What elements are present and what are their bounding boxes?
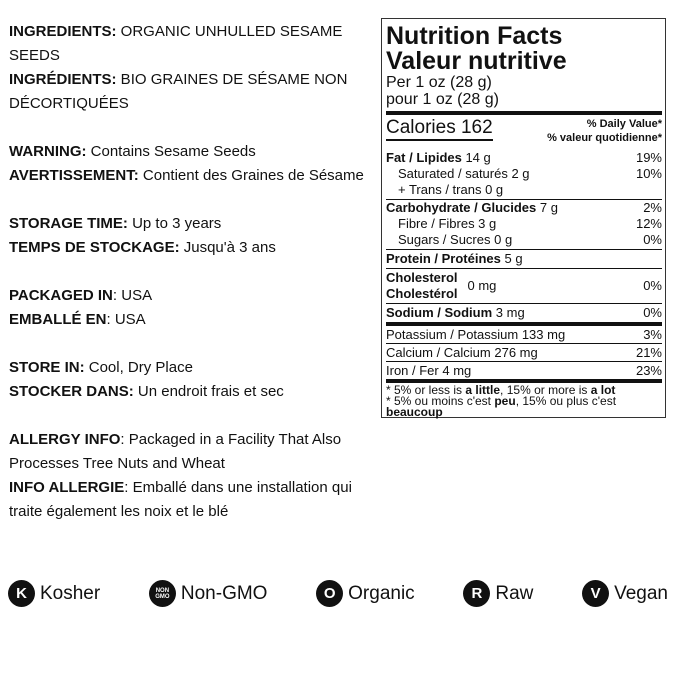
fat-row: Fat / Lipides 14 g 19%: [386, 150, 662, 165]
iron-row: Iron / Fer 4 mg 23%: [386, 362, 662, 378]
badge-label: Kosher: [40, 582, 101, 604]
calories-row: [386, 111, 662, 150]
carb-row: Carbohydrate / Glucides 7 g 2%: [386, 200, 662, 215]
info-line: [9, 428, 374, 476]
badge-label: Organic: [348, 582, 415, 604]
badge-kosher: [8, 580, 100, 607]
potassium-row: Potassium / Potassium 133 mg 3%: [386, 322, 662, 343]
badge-raw: [463, 580, 533, 607]
sodium-row: Sodium / Sodium 3 mg 0%: [386, 305, 662, 320]
info-value: Contient des Graines de Sésame: [138, 167, 364, 184]
info-label: INGRÉDIENTS:: [9, 71, 117, 88]
info-value: Cool, Dry Place: [84, 359, 193, 376]
info-label: ALLERGY INFO: [9, 431, 121, 448]
daily-value-header-fr: % valeur quotidienne*: [547, 132, 662, 144]
badge-organic: [316, 580, 415, 607]
info-line: [9, 164, 374, 188]
protein-row: Protein / Protéines 5 g: [386, 249, 662, 268]
sugars-row: Sugars / Sucres 0 g 0%: [398, 232, 662, 247]
calories: Calories 162: [386, 117, 493, 141]
info-block: [9, 284, 374, 332]
info-line: [9, 356, 374, 380]
info-block: [9, 140, 374, 188]
info-value: Contains Sesame Seeds: [86, 143, 256, 160]
daily-value-header: % Daily Value*: [586, 118, 662, 130]
fibre-row: Fibre / Fibres 3 g 12%: [398, 216, 662, 231]
nf-title: Nutrition Facts: [386, 22, 563, 50]
badge-non-gmo: [149, 580, 268, 607]
info-block: [9, 356, 374, 404]
info-value: Un endroit frais et sec: [133, 383, 284, 400]
info-value: : Packaged in a Facility That Also Processes Tree Nuts and Wheat: [9, 431, 342, 472]
info-label: AVERTISSEMENT:: [9, 167, 139, 184]
serving-size: Per 1 oz (28 g): [386, 74, 492, 91]
info-label: STORAGE TIME:: [9, 215, 128, 232]
info-line: [9, 284, 374, 308]
info-value: : USA: [106, 311, 146, 328]
info-value: ORGANIC UNHULLED SESAME SEEDS: [9, 23, 343, 64]
info-value: BIO GRAINES DE SÉSAME NON DÉCORTIQUÉES: [9, 71, 348, 112]
nutrition-facts-panel: [381, 18, 666, 418]
info-value: Jusqu'à 3 ans: [179, 239, 276, 256]
info-label: WARNING:: [9, 143, 87, 160]
vegan-icon: V: [582, 580, 609, 607]
info-label: TEMPS DE STOCKAGE:: [9, 239, 180, 256]
raw-icon: R: [463, 580, 490, 607]
info-block: [9, 212, 374, 260]
info-label: PACKAGED IN: [9, 287, 113, 304]
serving-size-fr: pour 1 oz (28 g): [386, 91, 499, 108]
info-line: [9, 212, 374, 236]
info-line: [9, 308, 374, 332]
info-value: : USA: [112, 287, 153, 304]
info-line: [9, 20, 374, 68]
footnote: * 5% or less is a little, 15% or more is a lot * 5% ou moins c'est peu, 15% ou plus c'est beaucoup: [386, 379, 662, 418]
kosher-icon: K: [8, 580, 35, 607]
badge-label: Raw: [495, 582, 534, 604]
badge-label: Vegan: [614, 582, 668, 604]
non-gmo-icon: NON GMO: [149, 580, 176, 607]
info-line: [9, 236, 374, 260]
info-label: EMBALLÉ EN: [9, 311, 107, 328]
product-info: [9, 20, 374, 548]
organic-icon: O: [316, 580, 343, 607]
info-line: [9, 476, 374, 524]
info-label: STORE IN:: [9, 359, 85, 376]
badge-vegan: [582, 580, 668, 607]
trans-row: + Trans / trans 0 g: [398, 182, 504, 197]
info-block: [9, 428, 374, 524]
info-value: Up to 3 years: [127, 215, 222, 232]
cholesterol-row: Cholesterol Cholestérol 0 mg 0%: [386, 270, 662, 301]
info-line: [9, 380, 374, 404]
certification-badges: [8, 580, 668, 607]
badge-label: Non-GMO: [180, 582, 268, 604]
nf-title-fr: Valeur nutritive: [386, 47, 567, 75]
calcium-row: Calcium / Calcium 276 mg 21%: [386, 344, 662, 360]
info-label: INFO ALLERGIE: [9, 479, 125, 496]
info-value: : Emballé dans une installation qui traite également les noix et le blé: [9, 479, 352, 520]
info-block: [9, 20, 374, 116]
info-line: [9, 68, 374, 116]
info-line: [9, 140, 374, 164]
info-label: INGREDIENTS:: [9, 23, 117, 40]
saturated-row: Saturated / saturés 2 g 10%: [398, 166, 662, 181]
info-label: STOCKER DANS:: [9, 383, 134, 400]
